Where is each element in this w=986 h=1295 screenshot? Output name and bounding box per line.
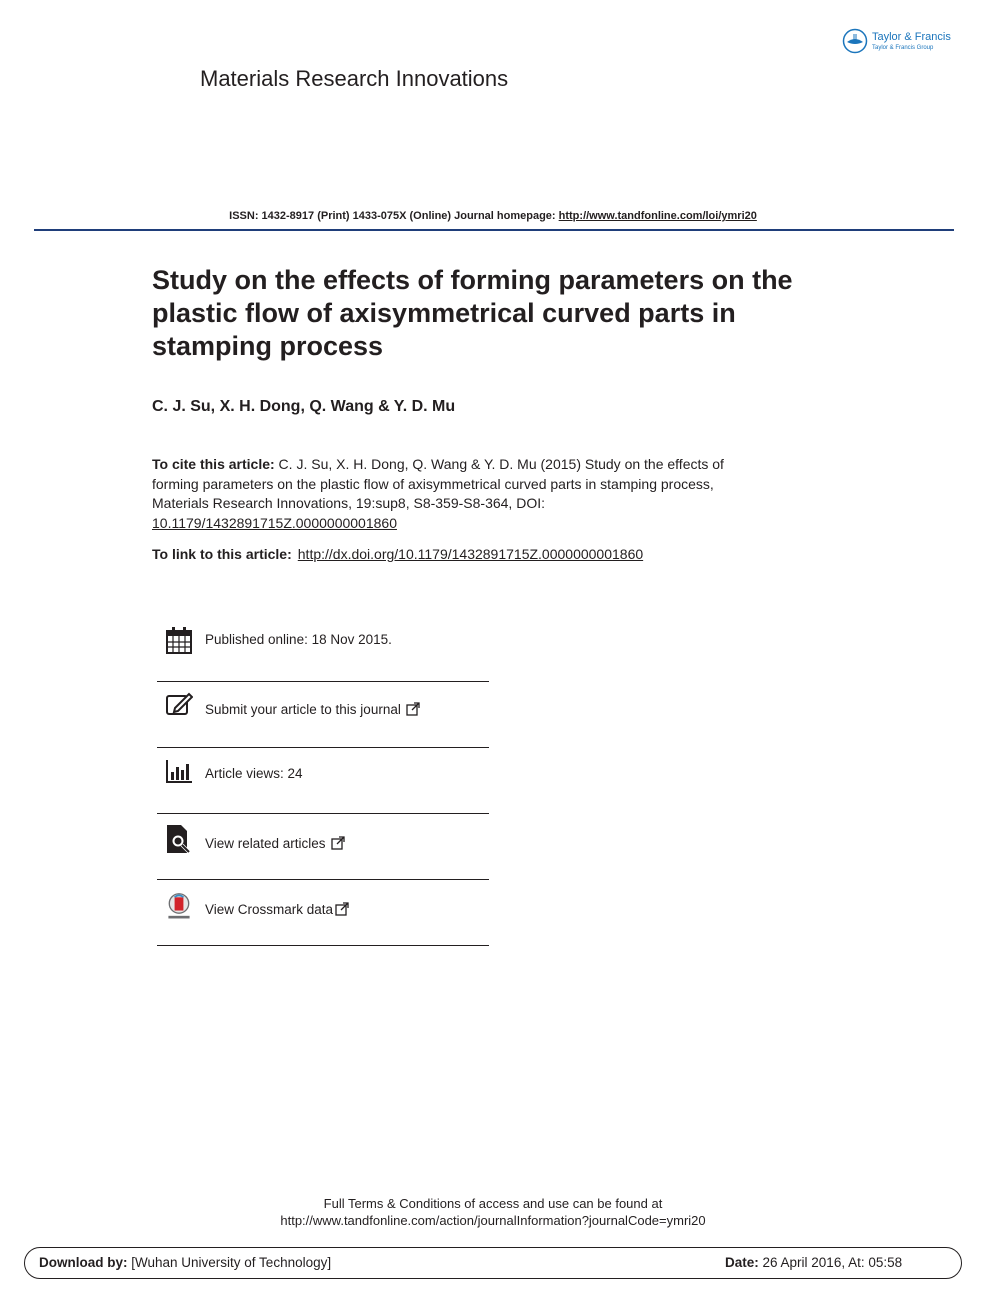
external-link-icon [331,836,345,850]
download-date [725,1255,902,1270]
header-rule [34,229,954,231]
edit-icon [165,690,193,720]
publisher-logo [842,28,962,58]
crossmark-row[interactable] [157,880,489,946]
submit-article-link[interactable] [205,702,420,717]
citation-doi-link[interactable]: 10.1179/1432891715Z.0000000001860 [152,514,397,531]
download-by-label: Download by: [39,1255,128,1270]
external-link-icon [335,902,349,916]
download-by [39,1255,331,1270]
article-authors: C. J. Su, X. H. Dong, Q. Wang & Y. D. Mu [152,398,456,415]
article-views-text: Article views: 24 [205,766,303,781]
bar-chart-icon [165,758,193,788]
citation-label: To cite this article: [152,456,275,472]
journal-homepage-link[interactable]: http://www.tandfonline.com/loi/ymri20 [558,210,757,222]
journal-title: Materials Research Innovations [200,66,509,91]
crossmark-icon [165,892,193,922]
download-bar [24,1247,962,1279]
crossmark-link[interactable] [205,902,349,917]
terms-text: Full Terms & Conditions of access and use can be found at [323,1196,663,1211]
publisher-name: Taylor & Francis [872,31,951,43]
submit-article-row[interactable] [157,682,489,748]
related-articles-link[interactable] [205,836,345,851]
published-online-text: Published online: 18 Nov 2015. [205,632,392,647]
citation-block [152,455,762,533]
article-link-line [152,546,643,562]
submit-article-text: Submit your article to this journal [205,702,401,717]
issn-text: ISSN: 1432-8917 (Print) 1433-075X (Online) Journal homepage: [229,210,559,222]
download-date-value: 26 April 2016, At: 05:58 [758,1255,903,1270]
article-views-row [157,748,489,814]
taylor-francis-logo-icon [842,28,868,54]
terms-url[interactable]: http://www.tandfonline.com/action/journalInformation?journalCode=ymri20 [280,1213,706,1228]
download-date-label: Date: [725,1255,759,1270]
row-divider [157,945,489,946]
article-title: Study on the effects of forming parameters on the plastic flow of axisymmetrical curved parts in stamping process [152,265,793,361]
calendar-icon [165,626,193,656]
article-doi-url-link[interactable]: http://dx.doi.org/10.1179/1432891715Z.0000000001860 [297,546,644,562]
crossmark-text: View Crossmark data [205,902,334,917]
issn-line [0,210,986,222]
related-articles-row[interactable] [157,814,489,880]
published-online-row [157,616,489,682]
external-link-icon [406,702,420,716]
document-search-icon [165,824,193,854]
publisher-group: Taylor & Francis Group [872,45,934,51]
article-link-label: To link to this article: [152,546,292,562]
download-by-value: [Wuhan University of Technology] [127,1255,332,1270]
citation-text: C. J. Su, X. H. Dong, Q. Wang & Y. D. Mu (2015) Study on the effects of forming parameters on the plastic flow of axisymmetrical curved parts in stamping process, Materials Research Innovations, 19:sup8, S8-359-S8-364, DOI: [152,456,724,511]
related-articles-text: View related articles [205,836,326,851]
footer-terms [0,1195,986,1229]
